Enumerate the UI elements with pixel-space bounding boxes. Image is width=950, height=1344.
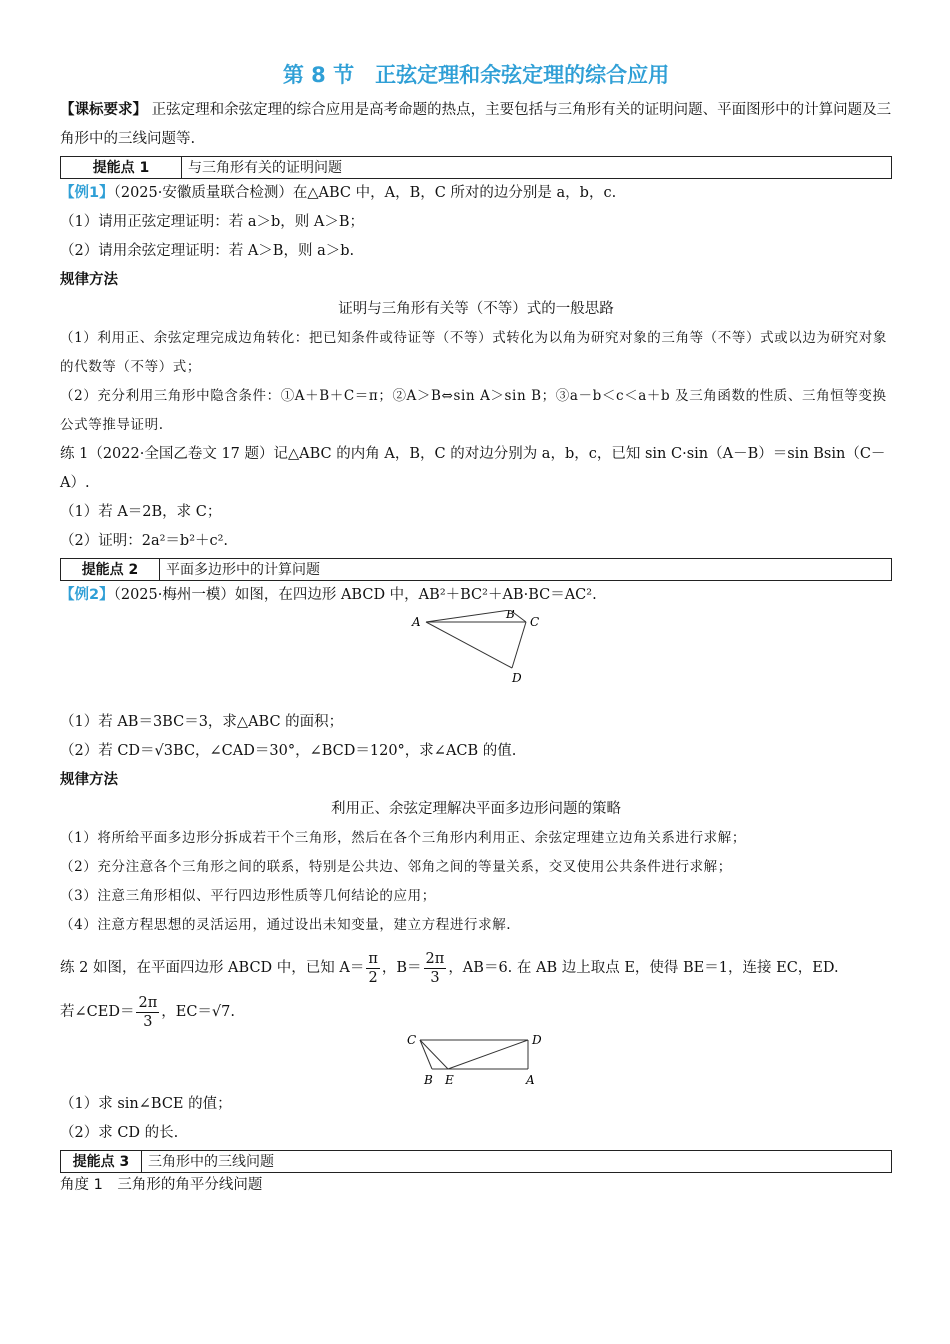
method-1-label: 规律方法 [60,272,118,288]
label-c: C [530,615,540,629]
practice-2-stem-line-2 [60,990,892,1034]
label-d2: D [532,1034,542,1047]
fraction-b-denominator: 3 [430,969,440,986]
method-1-heading: 证明与三角形有关等（不等）式的一般思路 [338,301,614,317]
practice-2-text-5: ，EC＝√7. [161,1004,235,1020]
practice-1-stem: 练 1（2022·全国乙卷文 17 题）记△ABC 的内角 A，B，C 的对边分别为 a，b，c，已知 sin C·sin（A－B）＝sin Bsin（C－A）. [60,446,886,491]
method-2-line-3: （3）注意三角形相似、平行四边形性质等几何结论的应用； [60,888,436,904]
kp2-name: 平面多边形中的计算问题 [166,562,320,578]
example-1-q2: （2）请用余弦定理证明：若 A＞B，则 a＞b. [60,243,355,259]
fraction-a-denominator: 2 [368,969,378,986]
practice-2-text-4: 若∠CED＝ [60,1004,135,1020]
section-title: 第 8 节 正弦定理和余弦定理的综合应用 [282,63,670,87]
example-2-text: （2025·梅州一模）如图，在四边形 ABCD 中，AB²＋BC²＋AB·BC＝AC². [113,587,597,603]
label-a2: A [526,1073,535,1087]
example-2-stem [60,581,892,610]
kp3-name: 三角形中的三线问题 [148,1154,274,1170]
practice-2-stem [60,946,892,990]
label-b: B [506,610,515,621]
fraction-c-denominator: 3 [143,1013,153,1030]
kp2-number: 提能点 2 [61,559,160,580]
label-d: D [512,671,522,685]
practice-2-text-3: ，AB＝6. 在 AB 边上取点 E，使得 BE＝1，连接 EC，ED. [448,960,839,976]
fraction-pi-over-2 [366,950,380,987]
method-2-line-1: （1）将所给平面多边形分拆成若干个三角形，然后在各个三角形内利用正、余弦定理建立边角关系进行求解； [60,830,746,846]
kp1-name: 与三角形有关的证明问题 [188,160,342,176]
method-2-label: 规律方法 [60,772,118,788]
fraction-a-numerator: π [368,950,378,967]
intro-label: 【课标要求】 [60,102,147,118]
quadrilateral-abcd-diagram [60,610,892,708]
quadrilateral-figure-2 [60,1034,892,1090]
quadrilateral-figure-1 [60,610,892,708]
practice-1-q2: （2）证明：2a²＝b²＋c². [60,533,229,549]
fraction-b-numerator: 2π [425,950,445,967]
example-2-tag: 【例2】 [60,587,114,603]
knowledge-point-3 [60,1150,892,1173]
quadrilateral-cbad-diagram [60,1034,892,1090]
method-2-line-2: （2）充分注意各个三角形之间的联系，特别是公共边、邻角之间的等量关系，交叉使用公共条件进行求解； [60,859,732,875]
example-1-tag: 【例1】 [60,185,114,201]
practice-2-text-1: 练 2 如图，在平面四边形 ABCD 中，已知 A＝ [60,960,365,976]
kp3-number: 提能点 3 [61,1151,142,1172]
intro-paragraph [60,96,892,154]
kp1-number: 提能点 1 [61,157,182,178]
practice-2-q2: （2）求 CD 的长. [60,1125,179,1141]
label-e2: E [445,1073,454,1087]
intro-text: 正弦定理和余弦定理的综合应用是高考命题的热点，主要包括与三角形有关的证明问题、平面图形中的计算问题及三角形中的三线问题等. [60,102,892,147]
knowledge-point-1 [60,156,892,179]
practice-2-q1: （1）求 sin∠BCE 的值； [60,1096,232,1112]
label-a: A [412,615,421,629]
example-1-q1: （1）请用正弦定理证明：若 a＞b，则 A＞B； [60,214,364,230]
example-1-text: （2025·安徽质量联合检测）在△ABC 中，A，B，C 所对的边分别是 a，b，c. [113,185,617,201]
example-2-q2: （2）若 CD＝√3BC，∠CAD＝30°，∠BCD＝120°，求∠ACB 的值. [60,743,517,759]
method-2-line-4: （4）注意方程思想的灵活运用，通过设出未知变量，建立方程进行求解. [60,917,512,933]
method-1-line-1: （1）利用正、余弦定理完成边角转化：把已知条件或待证等（不等）式转化为以角为研究对象的三角等（不等）式或以边为研究对象的代数等（不等）式； [60,330,887,375]
fraction-c-numerator: 2π [138,994,158,1011]
angle-1-heading: 角度 1 三角形的角平分线问题 [60,1177,263,1193]
label-c2: C [407,1034,417,1047]
method-1-line-2: （2）充分利用三角形中隐含条件：①A＋B＋C＝π；②A＞B⇔sin A＞sin B；③a－b＜c＜a＋b 及三角函数的性质、三角恒等变换公式等推导证明. [60,388,887,433]
method-2-heading: 利用正、余弦定理解决平面多边形问题的策略 [331,801,621,817]
practice-1-q1: （1）若 A＝2B，求 C； [60,504,222,520]
practice-2-text-2: ，B＝ [381,960,422,976]
document-page [60,58,892,1197]
fraction-2pi-over-3-b [424,950,447,987]
fraction-2pi-over-3-ced [136,994,159,1031]
label-b2: B [424,1073,433,1087]
knowledge-point-2 [60,558,892,581]
example-2-q1: （1）若 AB＝3BC＝3，求△ABC 的面积； [60,714,344,730]
example-1-stem [60,179,892,208]
